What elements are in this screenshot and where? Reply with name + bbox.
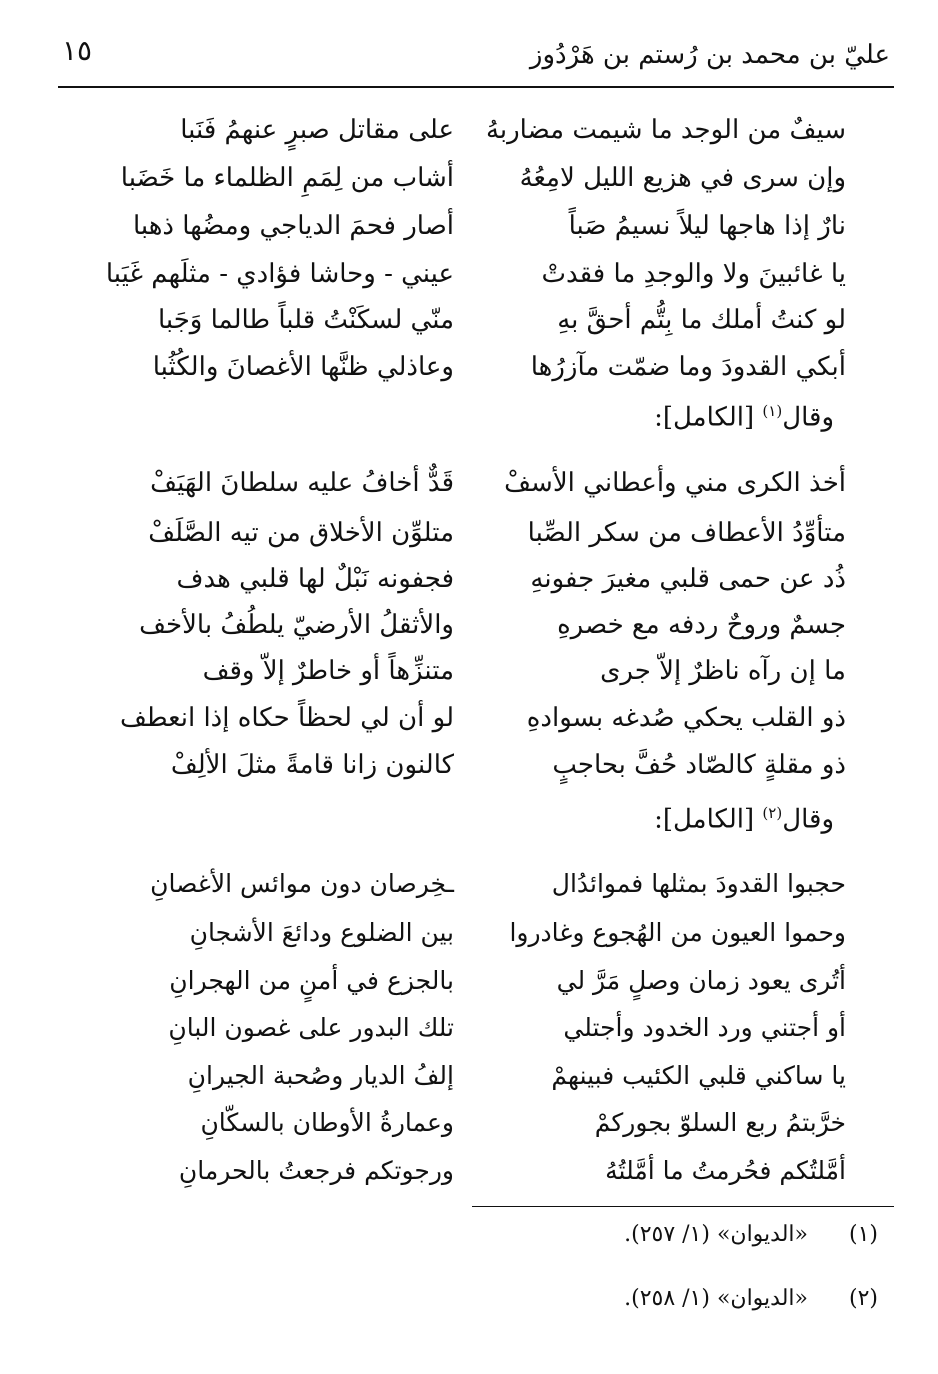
verse-first-hemistich: متأوِّدُ الأعطاف من سكر الصِّبا [527,518,846,548]
verse-first-hemistich: أبكي القدودَ وما ضمّت مآزرُها [530,352,846,382]
verse-second-hemistich: بالجزع في أمنٍ من الهجرانِ [169,966,454,995]
footnote-text: «الديوان» (١/ ٢٥٨). [624,1286,808,1311]
intro-meter: [الكامل]: [654,402,755,433]
poem-intro-2 [654,804,834,835]
verse-first-hemistich: خرَّبتمُ ربع السلوّ بجوركمْ [594,1108,846,1137]
verse-second-hemistich: عيني - وحاشا فؤادي - مثلَهم غَيَبا [105,259,454,289]
verse-first-hemistich: أو أجتني ورد الخدود وأجتلي [563,1013,846,1042]
verse-first-hemistich: أمَّلتُكم فحُرمتُ ما أمَّلتُهُ [605,1156,846,1185]
verse-second-hemistich: أصار فحمَ الدياجي ومضُها ذهبا [132,211,454,241]
footnote-number: (٢) [848,1286,878,1311]
running-title: عليّ بن محمد بن رُستم بن هَرْدُوز [529,40,890,70]
verse-second-hemistich: لو أن لي لحظاً حكاه إذا انعطف [119,703,454,733]
verse-second-hemistich: متنزِّهاً أو خاطرٌ إلاّ وقف [202,656,454,686]
page-number: ١٥ [62,34,93,67]
verse-first-hemistich: ذُد عن حمى قلبي مغيرَ جفونهِ [530,564,846,594]
verse-second-hemistich: متلوِّن الأخلاق من تيه الصَّلَفْ [148,518,454,548]
verse-second-hemistich: بين الضلوع ودائعَ الأشجانِ [189,918,454,947]
poem-intro-1 [654,402,834,433]
verse-second-hemistich: منّي لسكَنْتُ قلباً طالما وَجَبا [157,305,454,335]
verse-second-hemistich: تلك البدور على غصون البانِ [168,1013,454,1042]
verse-second-hemistich: فجفونه نَبْلٌ لها قلبي هدف [176,564,454,594]
intro-meter: [الكامل]: [654,804,755,835]
footnote-text: «الديوان» (١/ ٢٥٧). [624,1222,808,1247]
verse-second-hemistich: إلفُ الديار وصُحبة الجيرانِ [187,1061,454,1090]
verse-second-hemistich: ـخِرصان دون موائس الأغصانِ [150,869,454,898]
header-rule [58,86,894,88]
verse-second-hemistich: على مقاتل صبرٍ عنهمُ فَنَبا [180,115,454,145]
verse-second-hemistich: كالنون زانا قامةً مثلَ الألِفْ [170,750,454,780]
verse-first-hemistich: ما إن رآه ناظرٌ إلاّ جرى [600,656,846,686]
verse-first-hemistich: يا ساكني قلبي الكئيب فبينهمْ [551,1061,846,1090]
verse-second-hemistich: وعمارةُ الأوطان بالسكّانِ [200,1108,454,1137]
verse-first-hemistich: حجبوا القدودَ بمثلها فموائدُال [551,869,846,898]
verse-first-hemistich: جسمٌ وروحٌ ردفه مع خصرهِ [557,610,846,640]
verse-first-hemistich: وحموا العيون من الهُجوع وغادروا [509,918,846,947]
intro-said: وقال [782,402,834,433]
verse-first-hemistich: نارٌ إذا هاجها ليلاً نسيمُ صَباً [568,211,846,241]
verse-first-hemistich: ذو مقلةٍ كالصّاد حُفَّ بحاجبٍ [552,750,846,780]
verse-first-hemistich: أتُرى يعود زمان وصلٍ مَرَّ لي [556,966,846,995]
verse-first-hemistich: يا غائبينَ ولا والوجدِ ما فقدتْ [541,259,846,289]
footnote-number: (١) [848,1222,878,1247]
footnote-ref: (٢) [762,804,783,822]
verse-second-hemistich: وعاذلي ظنَّها الأغصانَ والكُثُبا [152,352,454,382]
footnote-rule [472,1206,894,1207]
verse-second-hemistich: ورجوتكم فرجعتُ بالحرمانِ [178,1156,454,1185]
verse-second-hemistich: قَدٌّ أخافُ عليه سلطانَ الهَيَفْ [150,468,454,498]
verse-first-hemistich: وإن سرى في هزيع الليل لامِعُهُ [519,163,846,193]
footnote-ref: (١) [762,402,783,420]
verse-first-hemistich: لو كنتُ أملك ما بِتُّم أحقَّ بهِ [557,305,846,335]
verse-first-hemistich: أخذ الكرى مني وأعطاني الأسفْ [504,468,846,498]
verse-first-hemistich: ذو القلب يحكي صُدغه بسوادهِ [526,703,846,733]
verse-second-hemistich: أشاب من لِمَمِ الظلماء ما خَضَبا [120,163,454,193]
verse-first-hemistich: سيفٌ من الوجد ما شيمت مضاربهُ [485,115,846,145]
intro-said: وقال [782,804,834,835]
verse-second-hemistich: والأثقلُ الأرضيّ يلطُفُ بالأخف [139,610,454,640]
